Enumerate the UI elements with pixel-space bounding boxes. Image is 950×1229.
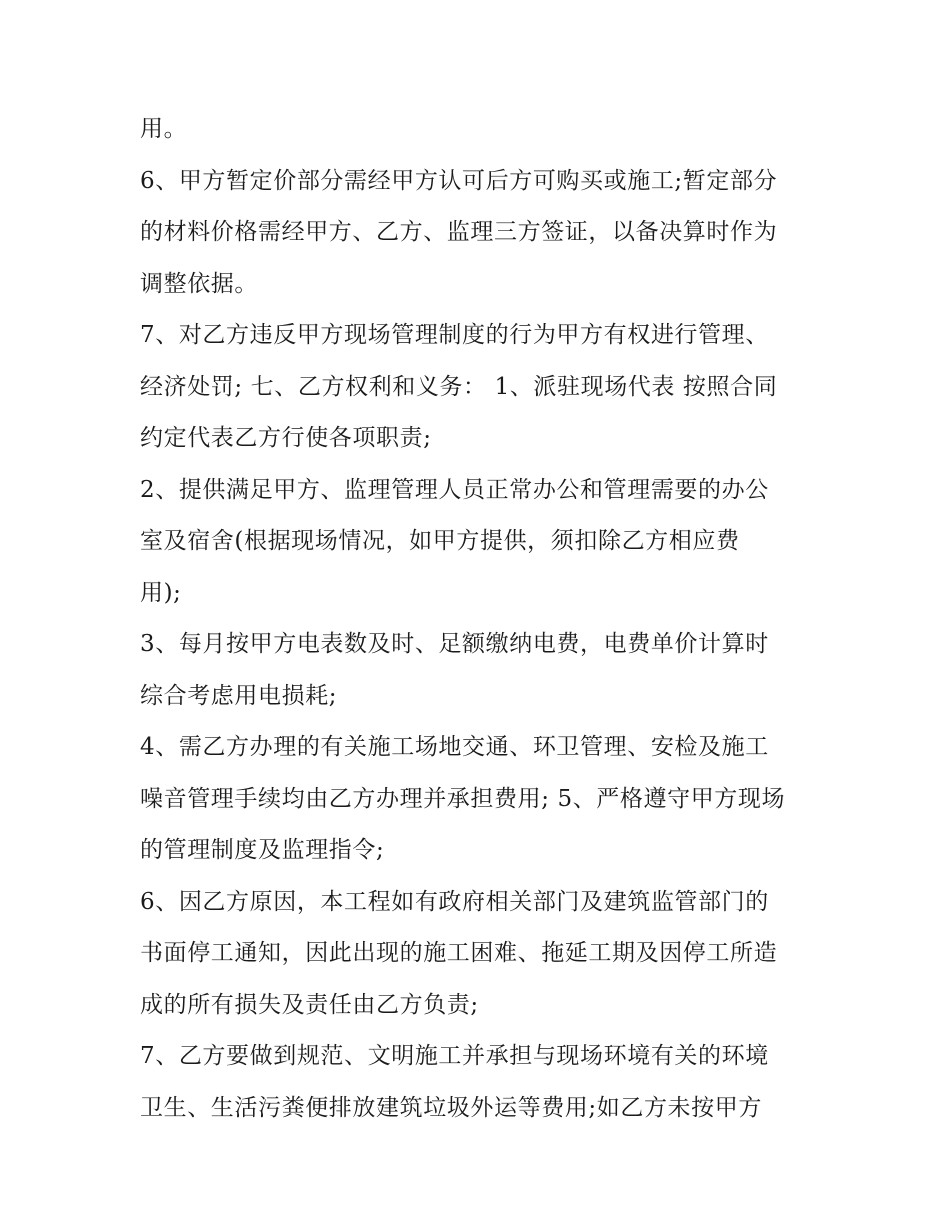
text-line: 7、乙方要做到规范、文明施工并承担与现场环境有关的环境 [140, 1043, 769, 1069]
document-text-body [140, 104, 820, 1134]
text-line: 噪音管理手续均由乙方办理并承担费用; 5、严格遵守甲方现场 [140, 785, 786, 812]
text-line: 的材料价格需经甲方、乙方、监理三方签证，以备决算时作为 [140, 219, 778, 245]
text-line: 3、每月按甲方电表数及时、足额缴纳电费，电费单价计算时 [140, 631, 769, 657]
text-line: 书面停工通知，因此出现的施工困难、拖延工期及因停工所造 [140, 940, 778, 966]
text-line: 6、因乙方原因，本工程如有政府相关部门及建筑监管部门的 [140, 888, 769, 915]
text-line: 的管理制度及监理指令; [140, 837, 385, 863]
text-line: 成的所有损失及责任由乙方负责; [140, 991, 479, 1018]
text-line: 7、对乙方违反甲方现场管理制度的行为甲方有权进行管理、 [140, 322, 769, 348]
text-line: 调整依据。 [140, 270, 258, 297]
text-line: 4、需乙方办理的有关施工场地交通、环卫管理、安检及施工 [140, 734, 769, 760]
text-line: 用); [140, 579, 182, 606]
text-line: 6、甲方暂定价部分需经甲方认可后方可购买或施工;暂定部分 [140, 167, 778, 194]
text-line: 用。 [140, 116, 188, 142]
text-line: 卫生、生活污粪便排放建筑垃圾外运等费用;如乙方未按甲方 [140, 1094, 762, 1121]
text-line: 约定代表乙方行使各项职责; [140, 425, 432, 451]
text-line: 综合考虑用电损耗; [140, 682, 338, 709]
text-line: 2、提供满足甲方、监理管理人员正常办公和管理需要的办公 [140, 476, 769, 503]
text-line: 室及宿舍(根据现场情况，如甲方提供，须扣除乙方相应费 [140, 528, 740, 554]
text-line: 经济处罚; 七、乙方权利和义务： 1、派驻现场代表 按照合同 [140, 373, 778, 400]
